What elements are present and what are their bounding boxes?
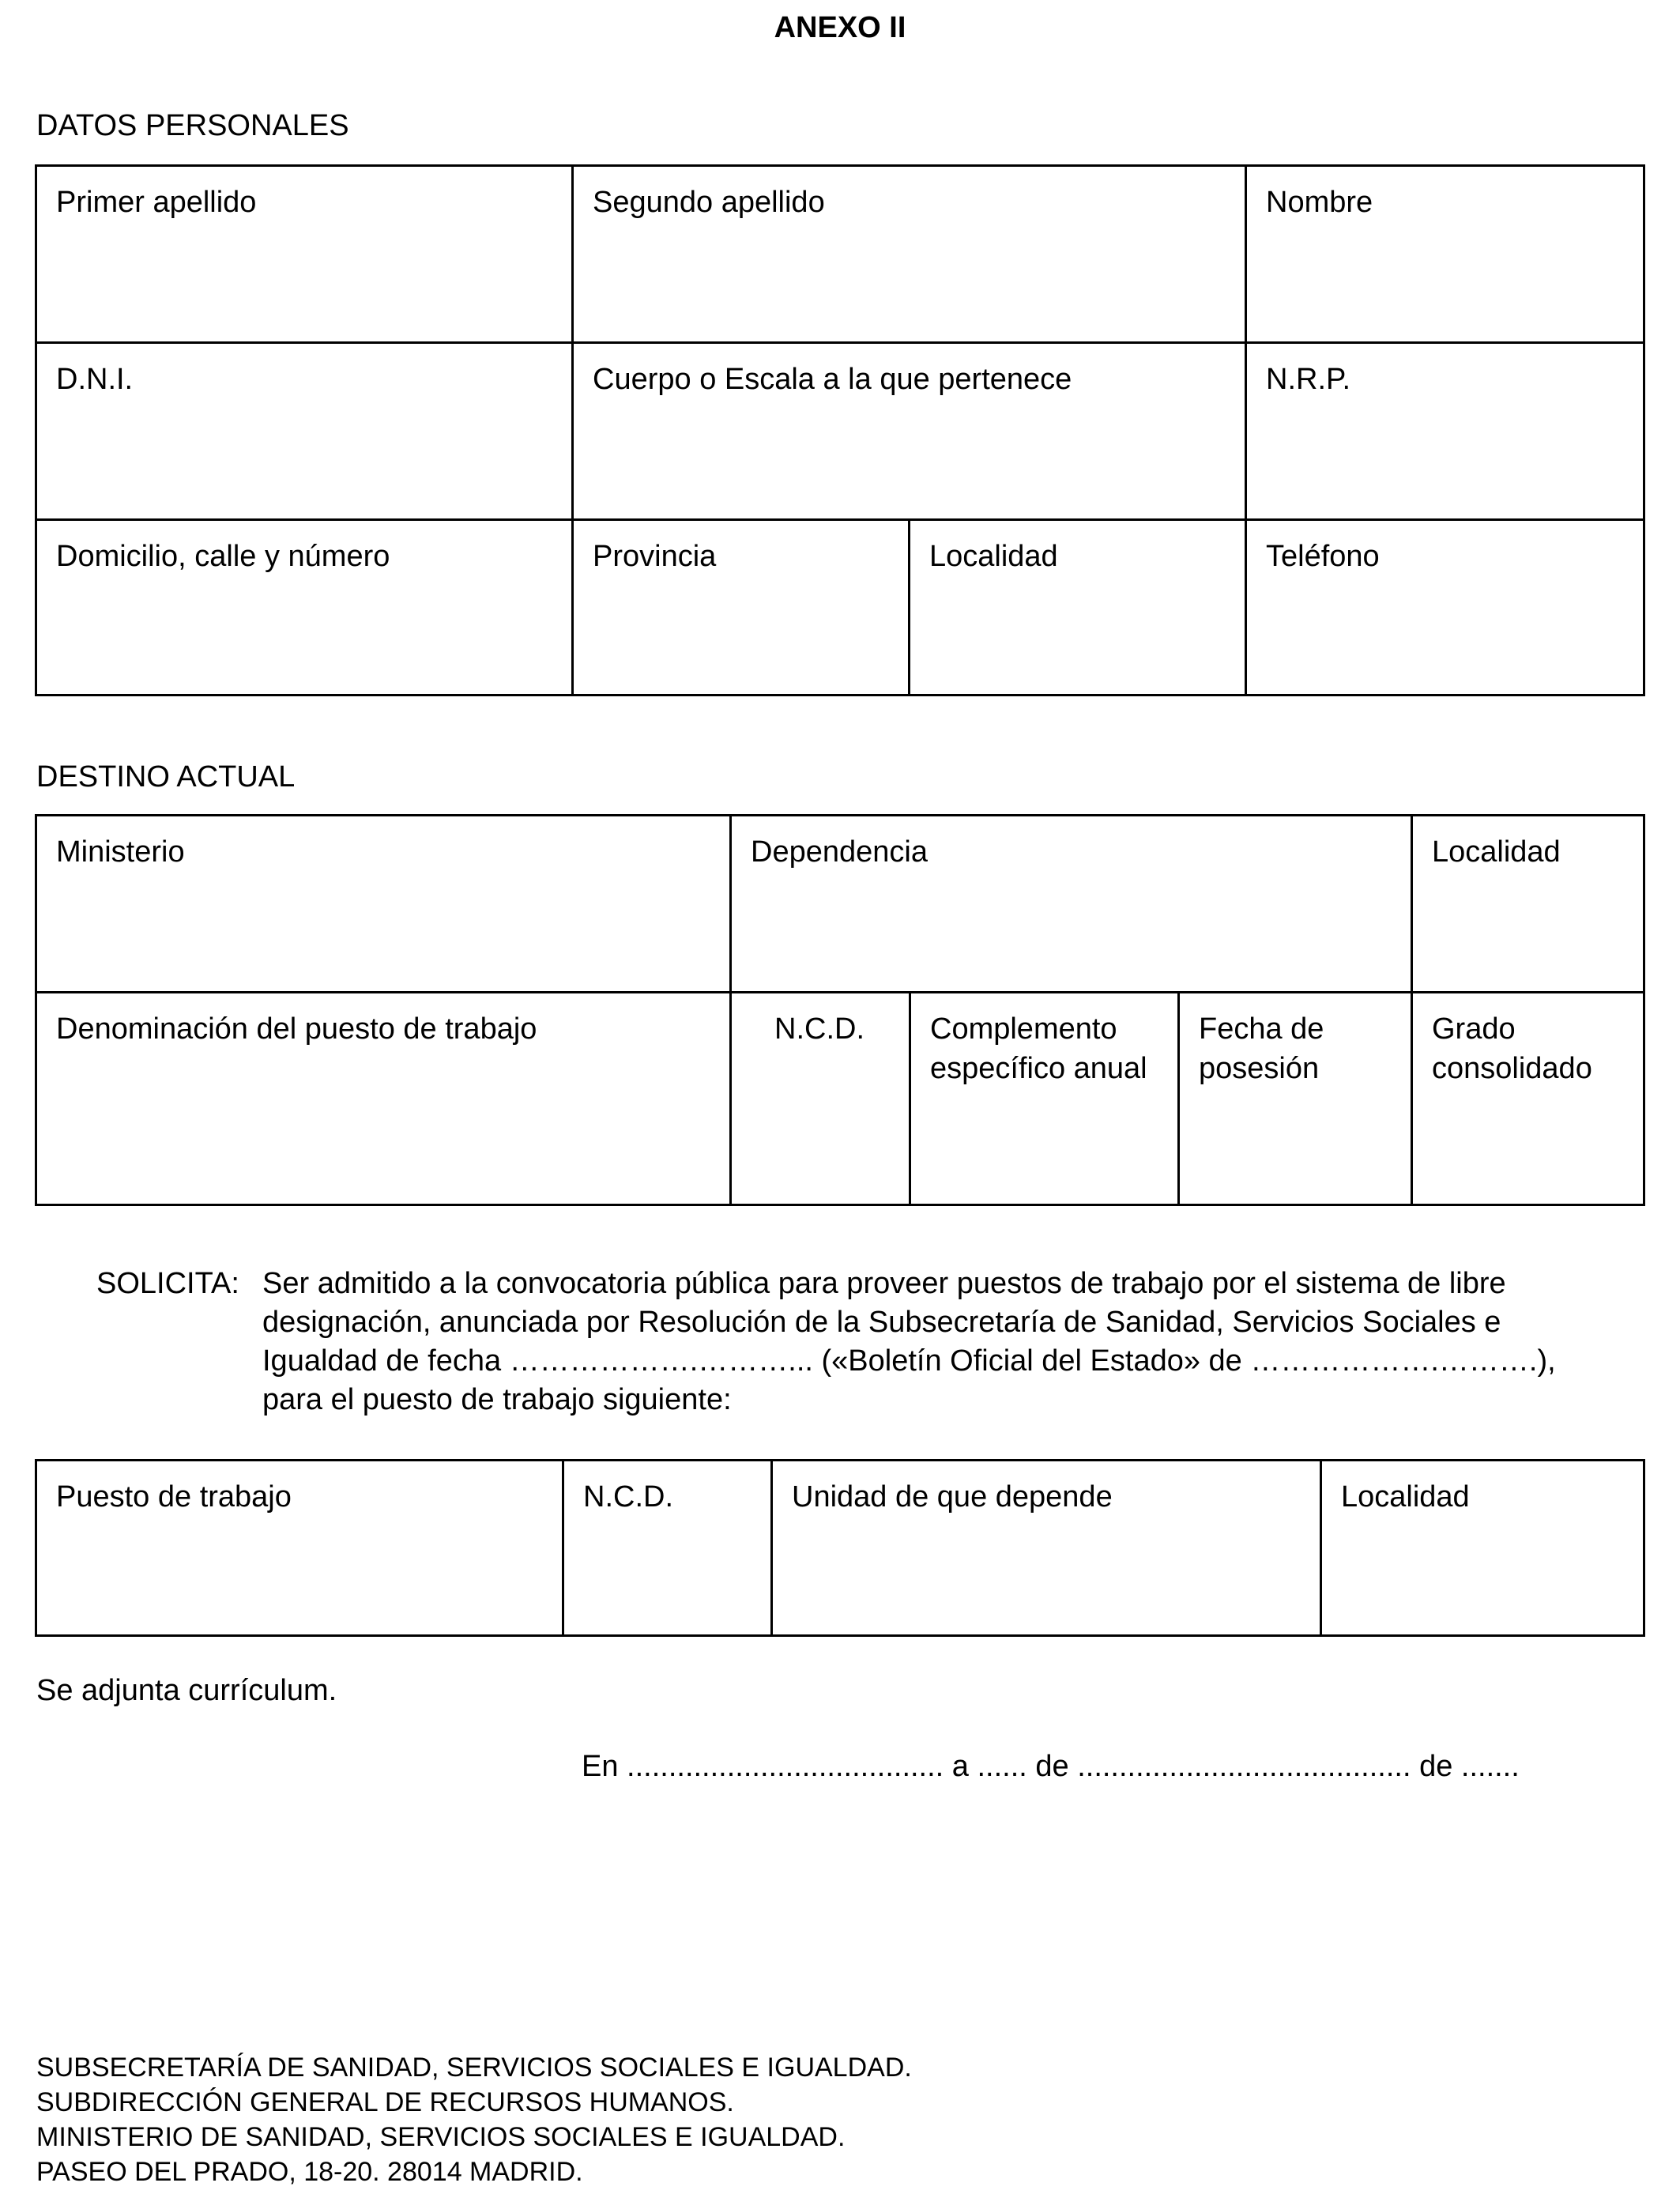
complemento-label-line2: específico anual bbox=[930, 1052, 1147, 1085]
telefono-field[interactable] bbox=[1247, 521, 1643, 694]
solicita-line-1: Ser admitido a la convocatoria pública para proveer puestos de trabajo por el sistema de libre bbox=[262, 1267, 1506, 1300]
telefono-label: Teléfono bbox=[1266, 540, 1380, 573]
puesto-ncd-label: N.C.D. bbox=[583, 1480, 673, 1514]
localidad-label: Localidad bbox=[929, 540, 1058, 573]
footer-line-3: MINISTERIO DE SANIDAD, SERVICIOS SOCIALES E IGUALDAD. bbox=[36, 2122, 846, 2152]
provincia-label: Provincia bbox=[593, 540, 717, 573]
solicita-key: SOLICITA: bbox=[96, 1267, 239, 1300]
provincia-field[interactable] bbox=[574, 521, 910, 694]
domicilio-label: Domicilio, calle y número bbox=[56, 540, 390, 573]
fecha-lugar-line: En ...................................... a ...... de ........................................ de ....... bbox=[582, 1750, 1520, 1783]
nrp-label: N.R.P. bbox=[1266, 363, 1351, 396]
fecha-posesion-field[interactable] bbox=[1180, 993, 1413, 1204]
curriculum-note: Se adjunta currículum. bbox=[36, 1674, 337, 1707]
puesto-trabajo-field[interactable] bbox=[37, 1461, 564, 1634]
complemento-label bbox=[930, 1009, 1147, 1088]
fecha-posesion-label-line2: posesión bbox=[1199, 1052, 1320, 1085]
destino-actual-heading: DESTINO ACTUAL bbox=[36, 760, 296, 794]
nombre-field[interactable] bbox=[1247, 167, 1643, 344]
footer-line-2: SUBDIRECCIÓN GENERAL DE RECURSOS HUMANOS. bbox=[36, 2087, 734, 2117]
fecha-posesion-label-line1: Fecha de bbox=[1199, 1012, 1324, 1046]
puesto-ncd-field[interactable] bbox=[564, 1461, 773, 1634]
puesto-localidad-label: Localidad bbox=[1341, 1480, 1470, 1514]
unidad-depende-label: Unidad de que depende bbox=[792, 1480, 1113, 1514]
segundo-apellido-field[interactable] bbox=[574, 167, 1247, 344]
grado-consolidado-field[interactable] bbox=[1413, 993, 1643, 1204]
primer-apellido-field[interactable] bbox=[37, 167, 574, 344]
localidad-field[interactable] bbox=[910, 521, 1247, 694]
datos-personales-heading: DATOS PERSONALES bbox=[36, 109, 349, 142]
ministerio-field[interactable] bbox=[37, 816, 732, 993]
footer-line-4: PASEO DEL PRADO, 18-20. 28014 MADRID. bbox=[36, 2157, 583, 2187]
destino-localidad-label: Localidad bbox=[1432, 835, 1561, 869]
denominacion-label: Denominación del puesto de trabajo bbox=[56, 1012, 537, 1046]
solicita-line-2: designación, anunciada por Resolución de la Subsecretaría de Sanidad, Servicios Sociales e bbox=[262, 1306, 1501, 1339]
dependencia-field[interactable] bbox=[732, 816, 1413, 993]
solicita-line-4: para el puesto de trabajo siguiente: bbox=[262, 1383, 732, 1416]
destino-ncd-field[interactable] bbox=[732, 993, 911, 1204]
dni-label: D.N.I. bbox=[56, 363, 134, 396]
cuerpo-escala-label: Cuerpo o Escala a la que pertenece bbox=[593, 363, 1072, 396]
complemento-label-line1: Complemento bbox=[930, 1012, 1117, 1046]
nrp-field[interactable] bbox=[1247, 344, 1643, 521]
domicilio-field[interactable] bbox=[37, 521, 574, 694]
unidad-depende-field[interactable] bbox=[773, 1461, 1322, 1634]
solicita-line-3: Igualdad de fecha ……………….………... («Boletín Oficial del Estado» de ……………….……….), bbox=[262, 1344, 1556, 1378]
destino-ncd-label: N.C.D. bbox=[774, 1012, 864, 1046]
denominacion-field[interactable] bbox=[37, 993, 732, 1204]
puesto-solicitado-table bbox=[35, 1459, 1645, 1637]
grado-consolidado-label-line2: consolidado bbox=[1432, 1052, 1592, 1085]
destino-localidad-field[interactable] bbox=[1413, 816, 1643, 993]
complemento-field[interactable] bbox=[911, 993, 1180, 1204]
cuerpo-escala-field[interactable] bbox=[574, 344, 1247, 521]
puesto-localidad-field[interactable] bbox=[1322, 1461, 1643, 1634]
dependencia-label: Dependencia bbox=[751, 835, 928, 869]
document-title: ANEXO II bbox=[774, 11, 906, 44]
ministerio-label: Ministerio bbox=[56, 835, 185, 869]
footer-address bbox=[36, 2050, 912, 2189]
footer-line-1: SUBSECRETARÍA DE SANIDAD, SERVICIOS SOCIALES E IGUALDAD. bbox=[36, 2053, 912, 2083]
nombre-label: Nombre bbox=[1266, 186, 1373, 219]
fecha-posesion-label bbox=[1199, 1009, 1324, 1088]
datos-personales-table bbox=[35, 164, 1645, 696]
grado-consolidado-label bbox=[1432, 1009, 1592, 1088]
segundo-apellido-label: Segundo apellido bbox=[593, 186, 825, 219]
grado-consolidado-label-line1: Grado bbox=[1432, 1012, 1516, 1046]
puesto-trabajo-label: Puesto de trabajo bbox=[56, 1480, 292, 1514]
solicita-paragraph bbox=[96, 1265, 1645, 1419]
destino-actual-table bbox=[35, 814, 1645, 1206]
dni-field[interactable] bbox=[37, 344, 574, 521]
primer-apellido-label: Primer apellido bbox=[56, 186, 257, 219]
